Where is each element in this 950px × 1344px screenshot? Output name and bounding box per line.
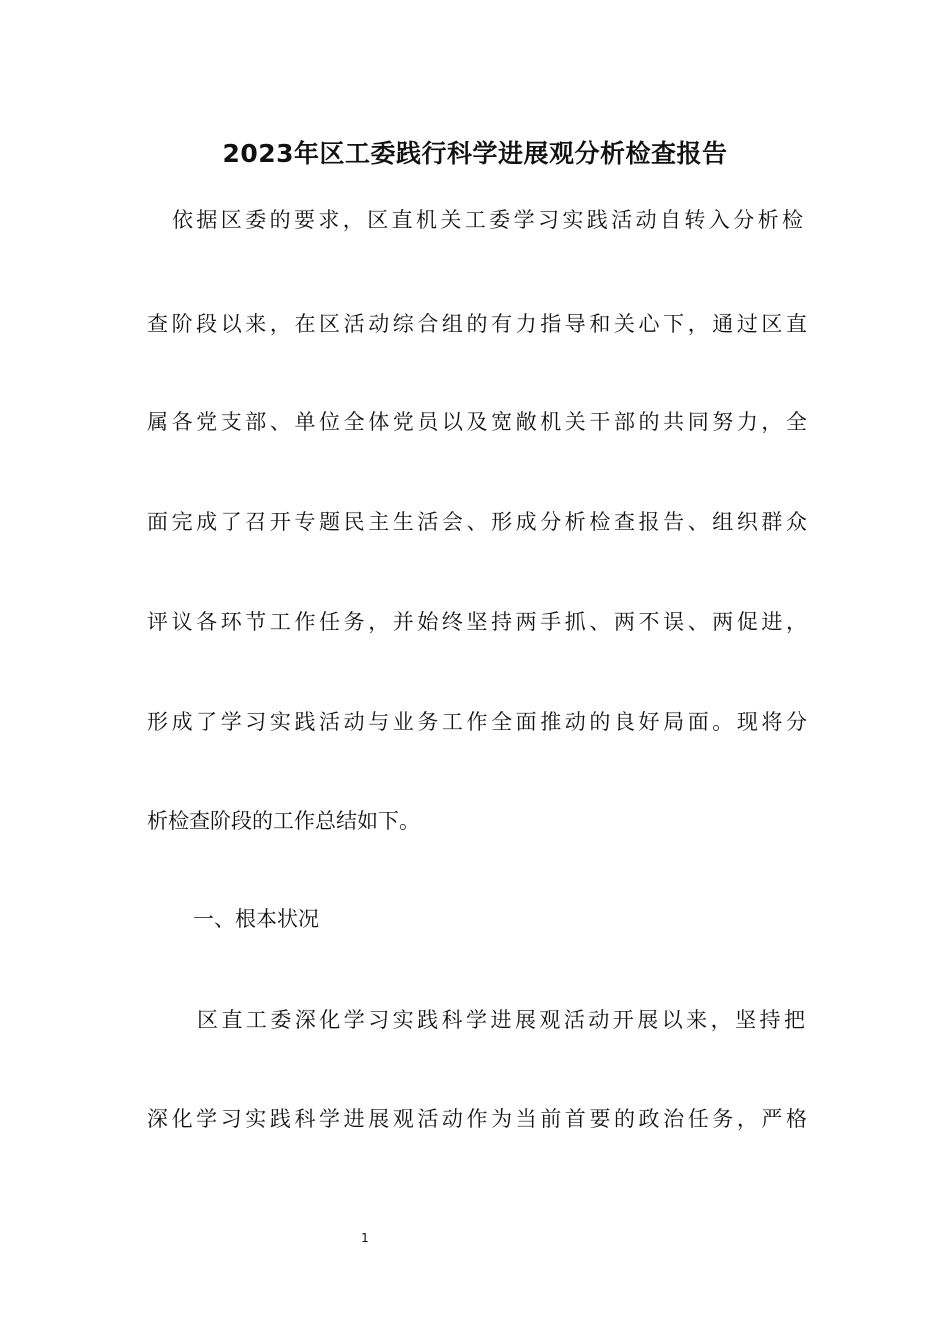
paragraph-1-line-5: 评议各环节工作任务，并始终坚持两手抓、两不误、两促进， <box>147 610 807 634</box>
paragraph-2-line-2: 深化学习实践科学进展观活动作为当前首要的政治任务，严格 <box>147 1107 807 1131</box>
paragraph-1-line-3: 属各党支部、单位全体党员以及宽敞机关干部的共同努力，全 <box>147 410 807 434</box>
paragraph-2-line-1: 区直工委深化学习实践科学进展观活动开展以来，坚持把 <box>197 1008 805 1032</box>
paragraph-1-line-2: 查阶段以来，在区活动综合组的有力指导和关心下，通过区直 <box>147 312 807 336</box>
paragraph-1-line-6: 形成了学习实践活动与业务工作全面推动的良好局面。现将分 <box>147 710 807 734</box>
page-number: 1 <box>361 1231 369 1245</box>
paragraph-1-line-4: 面完成了召开专题民主生活会、形成分析检查报告、组织群众 <box>147 510 807 534</box>
paragraph-1-line-1: 依据区委的要求，区直机关工委学习实践活动自转入分析检 <box>172 208 803 232</box>
document-title: 2023年区工委践行科学进展观分析检查报告 <box>222 139 728 168</box>
paragraph-1-line-7: 析检查阶段的工作总结如下。 <box>147 809 420 833</box>
section-heading: 一、根本状况 <box>193 907 319 931</box>
